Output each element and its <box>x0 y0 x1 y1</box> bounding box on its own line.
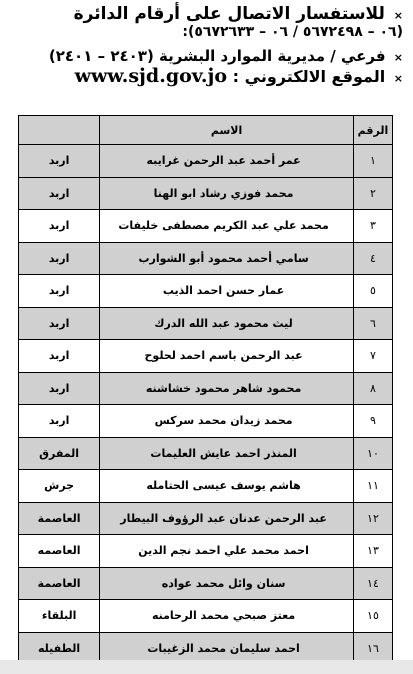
row-city: اربد <box>19 372 100 405</box>
table-row <box>19 275 393 308</box>
table-row <box>19 535 393 568</box>
row-city: جرش <box>19 470 100 503</box>
row-name: المنذر احمد عايش العليمات <box>100 437 354 470</box>
row-name: سامي أحمد محمود أبو الشوارب <box>100 242 354 275</box>
row-number: ١٢ <box>353 502 392 535</box>
row-number: ١١ <box>353 470 392 503</box>
row-name: احمد سليمان محمد الزغيبات <box>100 632 354 665</box>
row-city: اربد <box>19 275 100 308</box>
row-number: ٣ <box>353 210 392 243</box>
table-row <box>19 502 393 535</box>
row-city: الطفيله <box>19 632 100 665</box>
row-city: اربد <box>19 242 100 275</box>
bullet-icon: × <box>393 9 403 22</box>
table-row <box>19 307 393 340</box>
table-row <box>19 210 393 243</box>
row-name: معتز صبحي محمد الرحامنه <box>100 600 354 633</box>
table-row <box>19 340 393 373</box>
row-city: البلقاء <box>19 600 100 633</box>
row-name: محمد علي عبد الكريم مصطفى خليفات <box>100 210 354 243</box>
row-number: ٤ <box>353 242 392 275</box>
row-name: عمر أحمد عبد الرحمن غرايبه <box>100 145 354 178</box>
extension-text: فرعي / مديرية الموارد البشرية (٢٤٠٣ – ٢٤٠١) <box>48 47 386 66</box>
row-name: سنان وائل محمد عواده <box>100 567 354 600</box>
row-name: احمد محمد علي احمد نجم الدين <box>100 535 354 568</box>
inquiry-line <box>10 4 403 24</box>
website-link[interactable]: www.sjd.gov.jo <box>74 65 228 88</box>
row-number: ٦ <box>353 307 392 340</box>
row-number: ١٠ <box>353 437 392 470</box>
row-city: العاصمه <box>19 535 100 568</box>
table-row <box>19 567 393 600</box>
row-city: المفرق <box>19 437 100 470</box>
row-city: اربد <box>19 177 100 210</box>
inquiry-text: للاستفسار الاتصال على أرقام الدائرة <box>73 4 385 24</box>
table-header-row <box>19 116 393 145</box>
row-number: ٨ <box>353 372 392 405</box>
row-number: ١٥ <box>353 600 392 633</box>
table-row <box>19 372 393 405</box>
website-line <box>10 65 403 88</box>
row-name: هاشم يوسف عيسى الحتامله <box>100 470 354 503</box>
row-name: عمار حسن احمد الذيب <box>100 275 354 308</box>
row-name: عبد الرحمن عدنان عبد الرؤوف البيطار <box>100 502 354 535</box>
row-name: محمود شاهر محمود خشاشنه <box>100 372 354 405</box>
row-number: ١٤ <box>353 567 392 600</box>
table-row <box>19 437 393 470</box>
row-number: ١٦ <box>353 632 392 665</box>
phone-numbers: (٠٦ – ٥٦٧٢٤٩٨ / ٠٦ – ٥٦٧٢٦٣٣): <box>182 24 403 41</box>
extension-line <box>10 47 403 65</box>
header-num: الرقم <box>353 116 392 145</box>
row-city: اربد <box>19 405 100 438</box>
row-name: عبد الرحمن باسم احمد لحلوح <box>100 340 354 373</box>
row-name: محمد فوزي رشاد ابو الهنا <box>100 177 354 210</box>
bullet-icon: × <box>393 72 403 86</box>
row-number: ٥ <box>353 275 392 308</box>
row-number: ٩ <box>353 405 392 438</box>
table-row <box>19 600 393 633</box>
row-number: ١ <box>353 145 392 178</box>
header-name: الاسم <box>100 116 354 145</box>
row-city: اربد <box>19 145 100 178</box>
row-number: ١٣ <box>353 535 392 568</box>
table-row <box>19 242 393 275</box>
names-table <box>18 115 393 665</box>
bullet-icon: × <box>393 51 403 65</box>
footer-strip <box>0 660 413 674</box>
row-number: ٢ <box>353 177 392 210</box>
header-city <box>19 116 100 145</box>
website-label: الموقع الالكتروني : <box>232 67 386 87</box>
table-row <box>19 405 393 438</box>
row-city: اربد <box>19 307 100 340</box>
row-city: العاصمة <box>19 567 100 600</box>
contact-header <box>10 4 403 88</box>
row-number: ٧ <box>353 340 392 373</box>
row-city: العاصمة <box>19 502 100 535</box>
row-city: اربد <box>19 340 100 373</box>
row-name: محمد زيدان محمد سركس <box>100 405 354 438</box>
table-row <box>19 145 393 178</box>
row-city: اربد <box>19 210 100 243</box>
table-row <box>19 177 393 210</box>
table-row <box>19 470 393 503</box>
row-name: ليث محمود عبد الله الدرك <box>100 307 354 340</box>
